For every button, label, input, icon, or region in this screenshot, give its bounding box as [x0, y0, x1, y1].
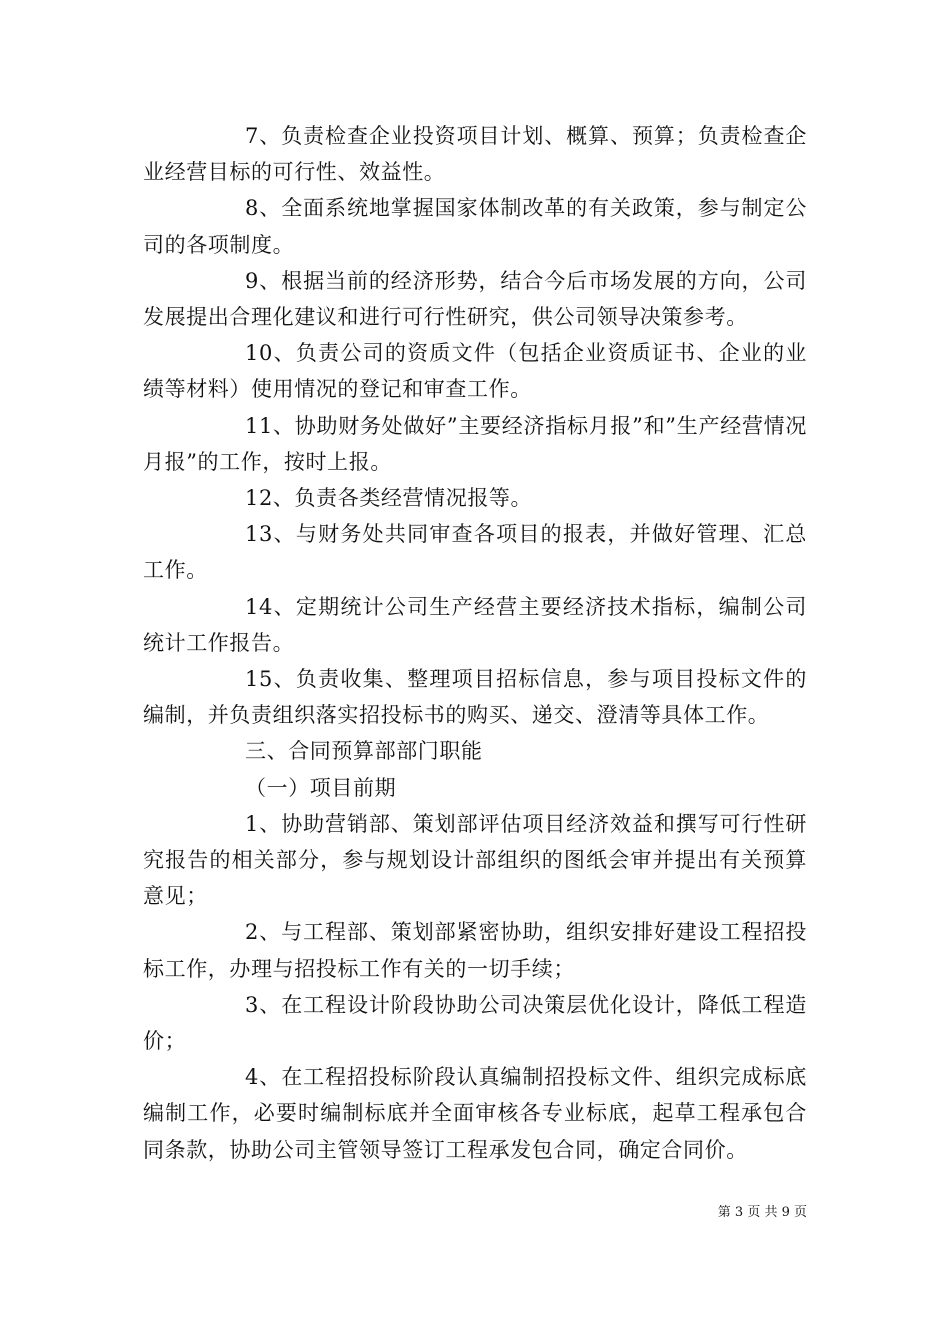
paragraph-item-8: 8、全面系统地掌握国家体制改革的有关政策，参与制定公司的各项制度。	[143, 196, 807, 257]
paragraph-item-11: 11、协助财务处做好”主要经济指标月报”和”生产经营情况月报”的工作，按时上报。	[143, 413, 807, 474]
paragraph-item-10: 10、负责公司的资质文件（包括企业资质证书、企业的业绩等材料）使用情况的登记和审查工作。	[143, 341, 807, 402]
paragraph-item-1: 1、协助营销部、策划部评估项目经济效益和撰写可行性研究报告的相关部分，参与规划设计部组织的图纸会审并提出有关预算意见；	[143, 811, 807, 909]
paragraph-item-13: 13、与财务处共同审查各项目的报表，并做好管理、汇总工作。	[143, 522, 807, 583]
paragraph-item-15: 15、负责收集、整理项目招标信息，参与项目投标文件的编制，并负责组织落实招投标书的购买、递交、澄清等具体工作。	[143, 667, 807, 728]
paragraph-item-12: 12、负责各类经营情况报等。	[245, 486, 533, 511]
paragraph-item-7: 7、负责检查企业投资项目计划、概算、预算；负责检查企业经营目标的可行性、效益性。	[143, 124, 807, 185]
paragraph-item-14: 14、定期统计公司生产经营主要经济技术指标，编制公司统计工作报告。	[143, 594, 807, 655]
paragraph-item-4: 4、在工程招投标阶段认真编制招投标文件、组织完成标底编制工作，必要时编制标底并全面审核各专业标底，起草工程承包合同条款，协助公司主管领导签订工程承发包合同，确定合同价。	[143, 1065, 807, 1162]
document-body	[143, 118, 807, 1168]
page-number: 第 3 页 共 9 页	[717, 1205, 807, 1220]
section-heading: 三、合同预算部部门职能	[245, 739, 483, 764]
paragraph-item-3: 3、在工程设计阶段协助公司决策层优化设计，降低工程造价；	[143, 992, 807, 1054]
paragraph-item-9: 9、根据当前的经济形势，结合今后市场发展的方向，公司发展提出合理化建议和进行可行性研究，供公司领导决策参考。	[143, 268, 807, 330]
paragraph-item-2: 2、与工程部、策划部紧密协助，组织安排好建设工程招投标工作，办理与招投标工作有关的一切手续；	[143, 920, 807, 981]
subsection-heading: （一）项目前期	[245, 775, 397, 800]
